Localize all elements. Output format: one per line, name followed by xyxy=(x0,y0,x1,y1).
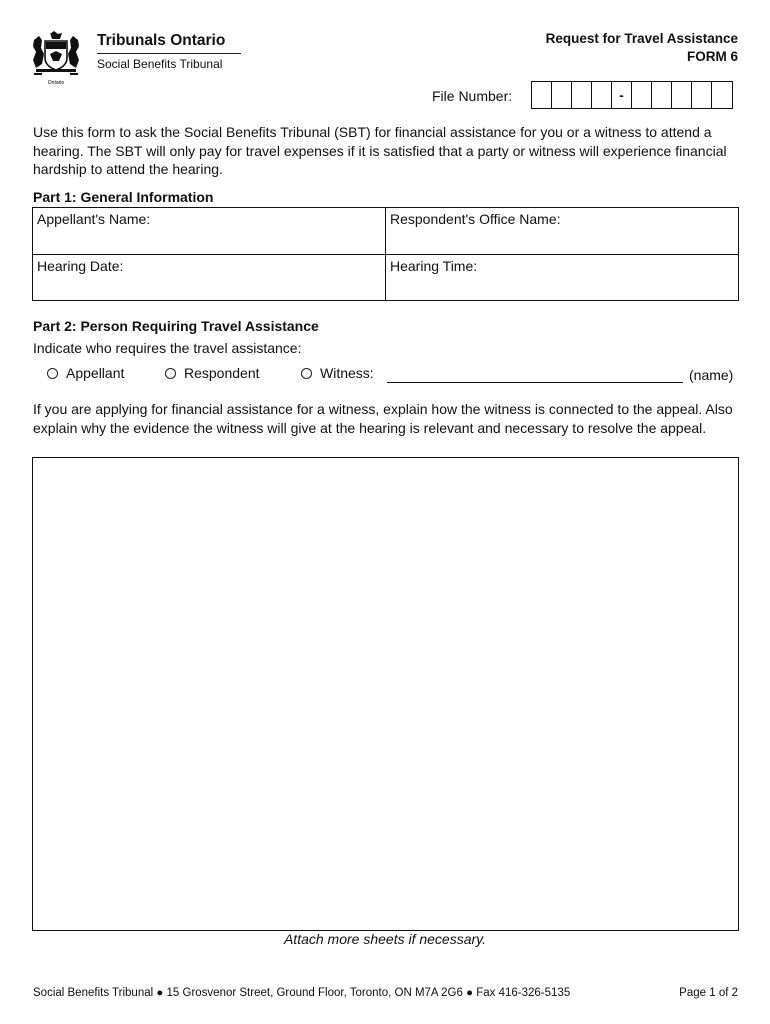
file-number-digit-box[interactable] xyxy=(712,82,732,108)
witness-radio-label: Witness: xyxy=(320,365,374,381)
file-number-digit-box[interactable] xyxy=(592,82,612,108)
appellant-name-label: Appellant's Name: xyxy=(37,211,151,227)
table-divider-horizontal xyxy=(33,254,738,255)
form-number: FORM 6 xyxy=(686,49,738,64)
attach-sheets-note: Attach more sheets if necessary. xyxy=(283,931,487,947)
who-requires-label: Indicate who requires the travel assistance: xyxy=(33,340,302,356)
intro-paragraph: Use this form to ask the Social Benefits Tribunal (SBT) for financial assistance for you or a witness to attend a hearing. The SBT will only pay for travel expenses if it is satisfied that a party or witness will experience financial hardship to attend the hearing. xyxy=(33,124,727,177)
file-number-digit-box[interactable] xyxy=(672,82,692,108)
appellant-radio-option[interactable] xyxy=(47,365,124,381)
org-divider xyxy=(97,53,241,54)
hearing-date-field[interactable] xyxy=(33,255,385,300)
logo-caption: Ontario xyxy=(47,80,65,86)
hearing-time-field[interactable] xyxy=(386,255,738,300)
part2-heading: Part 2: Person Requiring Travel Assistance xyxy=(33,318,319,334)
ontario-coat-of-arms-logo xyxy=(30,30,82,86)
witness-radio-button[interactable] xyxy=(301,368,312,379)
part1-heading: Part 1: General Information xyxy=(33,189,214,205)
general-info-table xyxy=(32,207,739,301)
file-number-digit-box[interactable] xyxy=(572,82,592,108)
appellant-radio-button[interactable] xyxy=(47,368,58,379)
file-number-label: File Number: xyxy=(432,88,513,104)
appellant-radio-label: Appellant xyxy=(66,365,125,381)
footer-address: Social Benefits Tribunal ● 15 Grosvenor Street, Ground Floor, Toronto, ON M7A 2G6 ● Fax 416-326-5135 xyxy=(33,987,571,999)
respondent-radio-label: Respondent xyxy=(184,365,260,381)
witness-radio-option[interactable] xyxy=(301,365,374,381)
file-number-digit-box[interactable] xyxy=(532,82,552,108)
hearing-date-label: Hearing Date: xyxy=(37,258,124,274)
appellant-name-field[interactable] xyxy=(33,208,385,254)
org-name: Tribunals Ontario xyxy=(97,32,226,49)
respondent-radio-button[interactable] xyxy=(165,368,176,379)
witness-name-suffix: (name) xyxy=(689,367,734,383)
hearing-time-label: Hearing Time: xyxy=(390,258,478,274)
witness-name-input-line[interactable] xyxy=(387,382,683,383)
file-number-digit-box[interactable] xyxy=(652,82,672,108)
file-number-digit-box[interactable] xyxy=(552,82,572,108)
respondent-office-field[interactable] xyxy=(386,208,738,254)
respondent-office-label: Respondent's Office Name: xyxy=(390,211,561,227)
file-number-digit-box[interactable] xyxy=(692,82,712,108)
witness-explanation-instructions: If you are applying for financial assistance for a witness, explain how the witness is connected to the appeal. Also explain why the evidence the witness will give at the hearing is relevant and necessary to resolve the appeal. xyxy=(33,401,733,436)
form-title: Request for Travel Assistance xyxy=(545,31,738,46)
file-number-field[interactable] xyxy=(531,81,733,109)
org-subtitle: Social Benefits Tribunal xyxy=(97,57,223,71)
witness-explanation-textarea[interactable] xyxy=(32,457,739,931)
file-number-digit-box[interactable] xyxy=(632,82,652,108)
page-number: Page 1 of 2 xyxy=(679,987,738,999)
respondent-radio-option[interactable] xyxy=(165,365,260,381)
file-number-separator: - xyxy=(612,82,632,108)
